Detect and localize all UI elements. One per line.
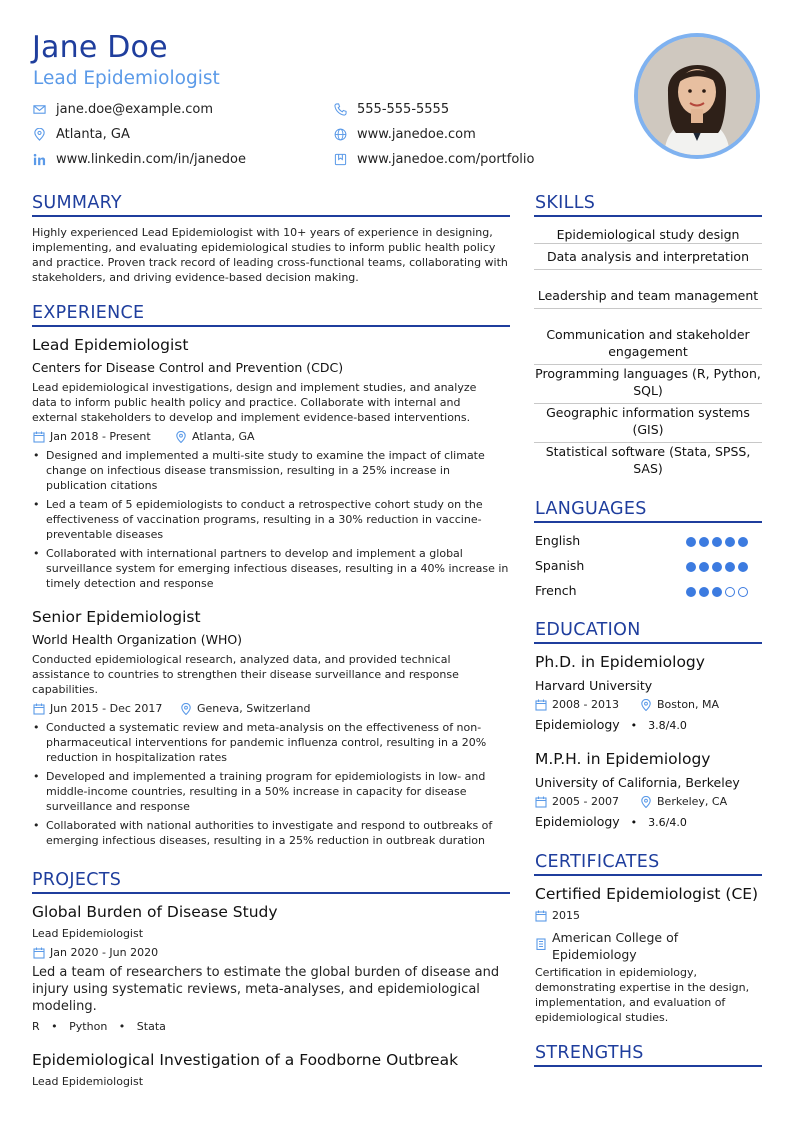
project-dates-text: Jan 2020 - Jun 2020 bbox=[50, 946, 159, 959]
project-title: Global Burden of Disease Study bbox=[32, 903, 278, 921]
resume-name: Jane Doe bbox=[32, 30, 168, 65]
language-name: Spanish bbox=[535, 558, 585, 573]
job-org: Centers for Disease Control and Prevention (CDC) bbox=[32, 360, 344, 375]
tool-tag: Stata bbox=[136, 1020, 166, 1033]
summary-text: Highly experienced Lead Epidemiologist with 10+ years of experience in designing, implementing, and evaluating epidemiological studies to inform public health policy and practice. Proven track record of leading cross-functional teams, collaborating with stakeholders, and driving evidence-based decision making. bbox=[32, 226, 508, 284]
location-pin-icon bbox=[640, 796, 652, 808]
globe-icon bbox=[334, 128, 347, 141]
rating-dot-filled bbox=[725, 537, 735, 547]
job-desc: Lead epidemiological investigations, design and implement studies, and analyze data to inform public health policy and practice. Collaborate with internal and external stakeholders to develop and implement evidence-based interventions. bbox=[32, 381, 477, 424]
skill-item: Geographic information systems (GIS) bbox=[534, 404, 762, 443]
list-item: • Led a team of 5 epidemiologists to conduct a retrospective cohort study on the effectiveness of vaccination programs, resulting in a 30% reduction in vaccine-preventable diseases bbox=[46, 497, 510, 542]
portfolio-icon bbox=[334, 153, 347, 166]
projects-divider bbox=[32, 892, 510, 894]
contact-portfolio[interactable] bbox=[334, 152, 535, 167]
edu-dates bbox=[535, 795, 619, 808]
certificate-title: Certified Epidemiologist (CE) bbox=[535, 885, 759, 903]
rating-dot-filled bbox=[738, 537, 748, 547]
job-location-text: Geneva, Switzerland bbox=[197, 702, 311, 715]
calendar-icon bbox=[33, 947, 45, 959]
job-title: Senior Epidemiologist bbox=[32, 608, 201, 626]
certificate-year bbox=[535, 909, 580, 922]
skills-divider bbox=[534, 215, 762, 217]
degree-title: M.P.H. in Epidemiology bbox=[535, 750, 711, 768]
phone-icon bbox=[334, 103, 347, 116]
rating-dot-filled bbox=[699, 562, 709, 572]
building-icon bbox=[535, 938, 547, 950]
project-title: Epidemiological Investigation of a Foodborne Outbreak bbox=[32, 1051, 459, 1069]
job-location bbox=[175, 430, 255, 443]
calendar-icon bbox=[535, 699, 547, 711]
language-name: English bbox=[535, 533, 581, 548]
certificate-issuer bbox=[535, 929, 712, 963]
school-name: University of California, Berkeley bbox=[535, 775, 740, 790]
project-role: Lead Epidemiologist bbox=[32, 1075, 144, 1088]
location-pin-icon bbox=[175, 431, 187, 443]
languages-divider bbox=[534, 521, 762, 523]
summary-heading: SUMMARY bbox=[32, 193, 122, 213]
skill-item: Leadership and team management bbox=[534, 287, 762, 309]
calendar-icon bbox=[535, 796, 547, 808]
languages-heading: LANGUAGES bbox=[535, 499, 647, 519]
edu-location bbox=[640, 795, 727, 808]
experience-heading: EXPERIENCE bbox=[32, 303, 145, 323]
edu-gpa: 3.6/4.0 bbox=[648, 816, 687, 829]
contact-location bbox=[33, 127, 130, 142]
website-text: www.janedoe.com bbox=[357, 127, 476, 142]
job-dates-text: Jan 2018 - Present bbox=[50, 430, 151, 443]
edu-location-text: Boston, MA bbox=[657, 698, 720, 711]
projects-heading: PROJECTS bbox=[32, 870, 122, 890]
linkedin-text: www.linkedin.com/in/janedoe bbox=[56, 152, 246, 167]
language-rating bbox=[686, 587, 748, 597]
job-dates bbox=[33, 702, 162, 715]
certificates-heading: CERTIFICATES bbox=[535, 852, 660, 872]
job-org: World Health Organization (WHO) bbox=[32, 632, 243, 647]
contact-email[interactable] bbox=[33, 102, 213, 117]
rating-dot-filled bbox=[699, 537, 709, 547]
skill-item: Communication and stakeholder engagement bbox=[534, 326, 762, 365]
project-dates bbox=[33, 946, 158, 959]
school-name: Harvard University bbox=[535, 678, 653, 693]
rating-dot-filled bbox=[686, 537, 696, 547]
list-item: • Collaborated with international partners to develop and implement a global surveillance system for emerging infectious diseases, resulting in a 40% increase in timely detection and response bbox=[46, 546, 510, 591]
edu-location bbox=[640, 698, 719, 711]
avatar bbox=[638, 37, 756, 155]
job-desc: Conducted epidemiological research, analyzed data, and provided technical assistance to countries to strengthen their disease surveillance and response capabilities. bbox=[32, 653, 459, 696]
linkedin-icon bbox=[33, 153, 46, 166]
rating-dot-filled bbox=[738, 562, 748, 572]
education-heading: EDUCATION bbox=[535, 620, 641, 640]
portfolio-text: www.janedoe.com/portfolio bbox=[357, 152, 535, 167]
contact-phone[interactable] bbox=[334, 102, 449, 117]
rating-dot-filled bbox=[686, 562, 696, 572]
job-bullets bbox=[32, 720, 516, 852]
calendar-icon bbox=[535, 910, 547, 922]
project-role: Lead Epidemiologist bbox=[32, 927, 144, 940]
job-dates bbox=[33, 430, 151, 443]
edu-field: Epidemiology bbox=[535, 717, 620, 732]
edu-dates-text: 2005 - 2007 bbox=[552, 795, 619, 808]
strengths-heading: STRENGTHS bbox=[535, 1043, 644, 1063]
location-pin-icon bbox=[180, 703, 192, 715]
rating-dot-filled bbox=[712, 587, 722, 597]
edu-dates-text: 2008 - 2013 bbox=[552, 698, 619, 711]
education-divider bbox=[534, 642, 762, 644]
location-pin-icon bbox=[33, 128, 46, 141]
email-text: jane.doe@example.com bbox=[56, 102, 214, 117]
strengths-divider bbox=[534, 1065, 762, 1067]
certificate-desc: Certification in epidemiology, demonstrating expertise in the design, implementation, and evaluation of epidemiological studies. bbox=[535, 966, 750, 1024]
skill-item: Programming languages (R, Python, SQL) bbox=[534, 365, 762, 404]
language-rating bbox=[686, 562, 748, 572]
resume-title: Lead Epidemiologist bbox=[33, 68, 220, 89]
rating-dot-filled bbox=[699, 587, 709, 597]
job-title: Lead Epidemiologist bbox=[32, 336, 189, 354]
rating-dot-empty bbox=[725, 587, 735, 597]
edu-field: Epidemiology bbox=[535, 814, 620, 829]
tool-tag: R bbox=[32, 1020, 40, 1033]
project-desc: Led a team of researchers to estimate the global burden of disease and injury using systematic reviews, meta-analyses, and epidemiological modeling. bbox=[32, 965, 500, 1014]
language-name: French bbox=[535, 583, 577, 598]
list-item: • Designed and implemented a multi-site study to examine the impact of climate change on infectious disease transmission, resulting in a 25% increase in publication citations bbox=[46, 448, 510, 493]
rating-dot-empty bbox=[738, 587, 748, 597]
certificate-year-text: 2015 bbox=[552, 909, 580, 922]
skills-heading: SKILLS bbox=[535, 193, 596, 213]
job-dates-text: Jun 2015 - Dec 2017 bbox=[50, 702, 163, 715]
location-text: Atlanta, GA bbox=[56, 127, 130, 142]
edu-field-gpa: Epidemiology • 3.6/4.0 bbox=[535, 814, 687, 829]
location-pin-icon bbox=[640, 699, 652, 711]
list-item: • Collaborated with national authorities to investigate and respond to outbreaks of emerging infectious diseases, resulting in a 25% reduction in outbreak duration bbox=[46, 818, 516, 848]
calendar-icon bbox=[33, 703, 45, 715]
edu-field-gpa: Epidemiology • 3.8/4.0 bbox=[535, 717, 687, 732]
job-location bbox=[180, 702, 310, 715]
rating-dot-filled bbox=[725, 562, 735, 572]
project-tools: R • Python • Stata bbox=[32, 1020, 166, 1033]
contact-linkedin[interactable] bbox=[33, 152, 246, 167]
email-icon bbox=[33, 103, 46, 116]
rating-dot-filled bbox=[712, 562, 722, 572]
degree-title: Ph.D. in Epidemiology bbox=[535, 653, 705, 671]
edu-gpa: 3.8/4.0 bbox=[648, 719, 687, 732]
skill-item: Data analysis and interpretation bbox=[534, 248, 762, 270]
avatar-portrait-icon bbox=[638, 37, 756, 155]
edu-location-text: Berkeley, CA bbox=[657, 795, 728, 808]
list-item: • Developed and implemented a training program for epidemiologists in low- and middle-income countries, resulting in a 50% increase in capacity for disease surveillance and response bbox=[46, 769, 516, 814]
certificate-issuer-text: American College of Epidemiology bbox=[552, 930, 679, 962]
skill-item: Epidemiological study design bbox=[534, 226, 762, 244]
skill-item: Statistical software (Stata, SPSS, SAS) bbox=[545, 444, 751, 476]
certificates-divider bbox=[534, 874, 762, 876]
tool-tag: Python bbox=[69, 1020, 108, 1033]
job-location-text: Atlanta, GA bbox=[192, 430, 255, 443]
edu-dates bbox=[535, 698, 619, 711]
calendar-icon bbox=[33, 431, 45, 443]
experience-divider bbox=[32, 325, 510, 327]
list-item: • Conducted a systematic review and meta-analysis on the effectiveness of non-pharmaceutical interventions for pandemic influenza control, resulting in a 20% reduction in hospitalization rates bbox=[46, 720, 516, 765]
rating-dot-filled bbox=[686, 587, 696, 597]
summary-divider bbox=[32, 215, 510, 217]
job-bullets bbox=[32, 448, 510, 595]
contact-website[interactable] bbox=[334, 127, 476, 142]
rating-dot-filled bbox=[712, 537, 722, 547]
phone-text: 555-555-5555 bbox=[357, 102, 450, 117]
language-rating bbox=[686, 537, 748, 547]
